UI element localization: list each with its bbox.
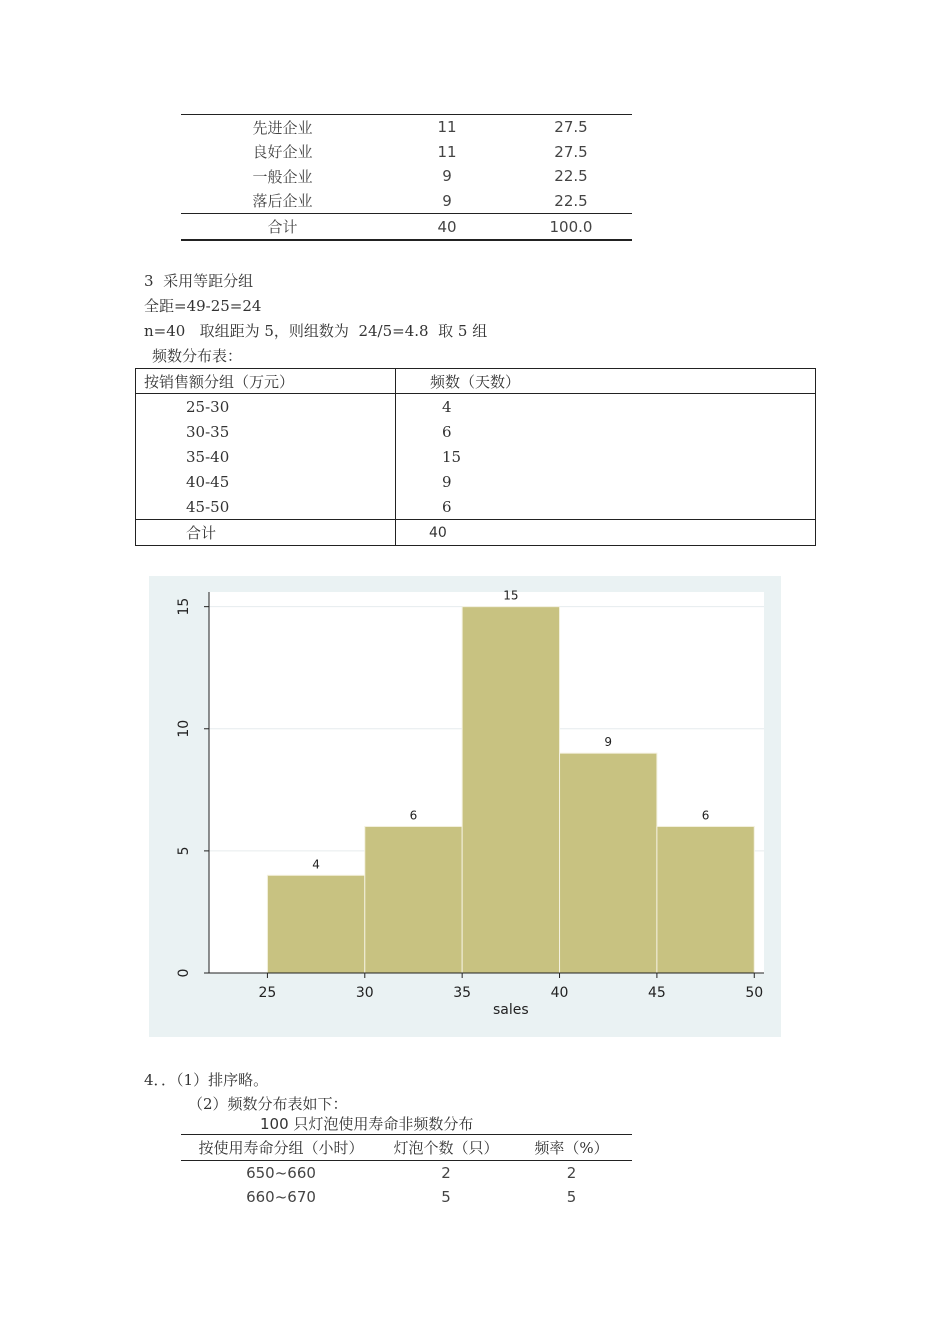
- table-row: [181, 164, 632, 189]
- table-cell: 6: [396, 419, 816, 444]
- histogram-svg: [149, 576, 781, 1037]
- section-4-subheading: （2）频数分布表如下：: [188, 1095, 348, 1113]
- column-header: 频率（%）: [511, 1135, 632, 1161]
- y-tick-label: 10: [176, 719, 192, 738]
- table-row: [136, 419, 816, 444]
- table-cell: 15: [396, 444, 816, 469]
- section-3-heading: 3 采用等距分组: [144, 272, 254, 290]
- column-header: 按使用寿命分组（小时）: [181, 1135, 381, 1161]
- table-cell: 35-40: [136, 444, 396, 469]
- table-total-row: [136, 520, 816, 546]
- table-cell: 6: [396, 494, 816, 520]
- histogram-bar: [657, 826, 754, 973]
- histogram-bar: [267, 875, 364, 973]
- table-cell: 22.5: [554, 167, 588, 186]
- table-header-row: [136, 369, 816, 394]
- x-tick-label: 50: [745, 985, 764, 1001]
- x-axis-label: sales: [493, 1002, 529, 1018]
- enterprise-table: [181, 114, 632, 241]
- table-cell: 良好企业: [252, 143, 313, 162]
- table-row: [136, 444, 816, 469]
- table-header-row: [181, 1135, 632, 1161]
- column-header: 按销售额分组（万元）: [136, 369, 396, 394]
- column-header: 频数（天数）: [396, 369, 816, 394]
- table-cell: 4: [396, 394, 816, 420]
- table-cell: 40-45: [136, 469, 396, 494]
- bar-value-label: 15: [503, 588, 519, 603]
- table-row: [181, 189, 632, 214]
- x-tick-label: 45: [647, 985, 666, 1001]
- histogram-bar: [560, 753, 657, 973]
- table-cell: 9: [442, 167, 452, 186]
- table-cell: 22.5: [554, 191, 588, 210]
- bulb-table-title: 100 只灯泡使用寿命非频数分布: [260, 1115, 474, 1133]
- section-4-heading: 4．．（1）排序略。: [144, 1071, 269, 1089]
- x-tick-label: 25: [258, 985, 277, 1001]
- bar-value-label: 4: [312, 857, 320, 872]
- bar-value-label: 6: [409, 808, 418, 823]
- table-cell: 25-30: [136, 394, 396, 420]
- x-tick-label: 35: [453, 985, 472, 1001]
- table-cell: 27.5: [510, 115, 632, 140]
- histogram-bar: [365, 826, 462, 973]
- table-cell: 9: [442, 191, 452, 210]
- table-cell: 30-35: [136, 419, 396, 444]
- table-cell: 650~660: [246, 1164, 316, 1182]
- table-cell: 40: [396, 520, 816, 546]
- sales-histogram: [149, 576, 781, 1037]
- column-header: 灯泡个数（只）: [381, 1135, 511, 1161]
- table-row: [181, 115, 632, 140]
- table-total-row: [181, 214, 632, 241]
- x-tick-label: 30: [355, 985, 374, 1001]
- x-tick-label: 40: [550, 985, 569, 1001]
- table-cell: 5: [566, 1188, 577, 1206]
- table-cell: 一般企业: [252, 167, 313, 186]
- table-cell: 合计: [181, 214, 384, 241]
- table-cell: 11: [384, 115, 510, 140]
- y-tick-label: 0: [176, 968, 192, 978]
- table-row: [181, 1185, 632, 1209]
- histogram-bar: [462, 607, 559, 973]
- frequency-table: [135, 368, 816, 546]
- table-cell: 5: [441, 1188, 451, 1206]
- table-cell: 合计: [136, 520, 396, 546]
- table-cell: 先进企业: [181, 115, 384, 140]
- group-line: n=40 取组距为 5，则组数为 24/5=4.8 取 5 组: [144, 322, 488, 340]
- table-cell: 45-50: [136, 494, 396, 520]
- table-row: [136, 494, 816, 520]
- table-cell: 100.0: [510, 214, 632, 241]
- table-cell: 660~670: [246, 1188, 316, 1206]
- table-cell: 9: [396, 469, 816, 494]
- table-row: [181, 1161, 632, 1186]
- table-row: [136, 394, 816, 420]
- table-row: [181, 140, 632, 165]
- bar-value-label: 6: [701, 808, 710, 823]
- table-cell: 40: [384, 214, 510, 241]
- table-cell: 2: [566, 1164, 577, 1182]
- y-tick-label: 5: [176, 846, 192, 856]
- table-cell: 落后企业: [252, 192, 313, 211]
- range-line: 全距=49-25=24: [144, 297, 262, 315]
- bar-value-label: 9: [604, 735, 613, 750]
- y-tick-label: 15: [176, 597, 192, 616]
- table-cell: 27.5: [554, 142, 588, 161]
- table-cell: 2: [441, 1164, 451, 1182]
- table-row: [136, 469, 816, 494]
- bulb-lifetime-table: [181, 1134, 632, 1209]
- table-caption: 频数分布表：: [152, 347, 243, 365]
- table-cell: 11: [437, 142, 457, 161]
